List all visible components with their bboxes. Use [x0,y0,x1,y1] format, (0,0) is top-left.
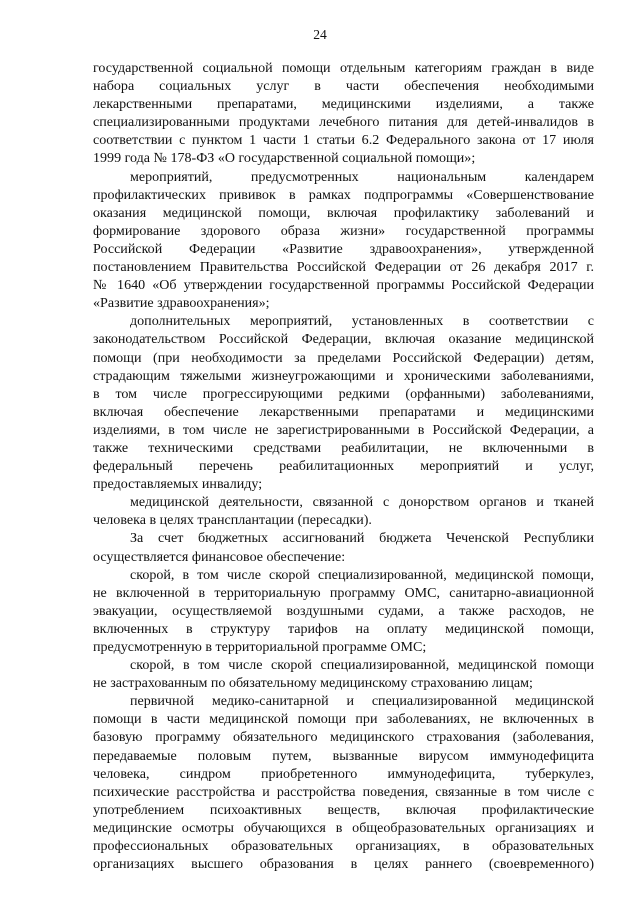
text-line: предусмотренную в территориальной программе ОМС; [93,639,427,655]
text-line: законодательством Российской Федерации, включая оказание медицинской [93,331,594,348]
text-line: постановлением Правительства Российской Федерации от 26 декабря 2017 г. [93,259,594,276]
text-line: употреблением психоактивных веществ, включая профилактические [93,801,594,818]
text-line: Российской Федерации «Развитие здравоохранения», утвержденной [93,240,594,257]
text-line: не включенной в территориальную программу ОМС, санитарно-авиационной [93,584,594,601]
text-line: 1999 года № 178-ФЗ «О государственной социальной помощи»; [93,150,476,167]
text-line: в том числе прогрессирующими редкими (орфанными) заболеваниями, [93,385,594,402]
text-line: государственной социальной помощи отдельным категориям граждан в виде [93,60,594,76]
text-line: профилактических прививок в рамках подпрограммы «Совершенствование [93,186,594,203]
text-line: не застрахованным по обязательному медицинскому страхованию лицам; [93,675,533,692]
text-line: эвакуации, осуществляемой воздушными судами, а также расходов, не [93,602,594,619]
text-line: соответствии с пунктом 1 части 1 статьи 6.2 Федерального закона от 17 июля [93,132,594,149]
text-line: помощи (при необходимости за пределами Российской Федерации) детям, [93,349,594,366]
text-line: дополнительных мероприятий, установленных в соответствии с [130,313,594,330]
text-line: базовую программу обязательного медицинского страхования (заболевания, [93,729,594,746]
text-line: набора социальных услуг в части обеспечения необходимыми [93,78,594,95]
text-line: скорой, в том числе скорой специализированной, медицинской помощи, [130,566,594,583]
text-line: помощи в части медицинской помощи при заболеваниях, не включенных в [93,711,594,728]
text-line: За счет бюджетных ассигнований бюджета Чеченской Республики [130,530,594,547]
text-line: медицинской деятельности, связанной с донорством органов и тканей [130,494,594,511]
text-line: человека в целях трансплантации (пересадки). [93,512,372,529]
text-line: психические расстройства и расстройства поведения, связанные в том числе с [93,783,594,800]
text-line: формирование здорового образа жизни» государственной программы [93,222,594,239]
text-line: специализированными продуктами лечебного питания для детей-инвалидов в [93,114,594,131]
text-line: включенных в структуру тарифов на оплату медицинской помощи, [93,620,594,637]
text-line: скорой, в том числе скорой специализированной, медицинской помощи [130,657,594,674]
text-line: мероприятий, предусмотренных национальным календарем [130,168,594,185]
text-line: первичной медико-санитарной и специализированной медицинской [130,693,594,710]
text-line: организациях высшего образования в целях раннего (своевременного) [93,856,594,873]
text-line: лекарственными препаратами, медицинскими изделиями, а также [93,96,594,113]
page-number: 24 [313,27,327,42]
text-line: человека, синдром приобретенного иммунодефицита, туберкулез, [93,765,594,782]
text-line: «Развитие здравоохранения»; [93,295,270,312]
text-line: передаваемые половым путем, вызванные вирусом иммунодефицита [93,747,594,764]
text-line: изделиями, в том числе не зарегистрированными в Российской Федерации, а [93,421,594,438]
document-body [93,59,594,873]
text-line: включая обеспечение лекарственными препаратами и медицинскими [93,403,594,420]
text-line: профессиональных образовательных организациях, в образовательных [93,838,594,855]
text-line: № 1640 «Об утверждении государственной программы Российской Федерации [93,277,594,294]
text-line: оказания медицинской помощи, включая профилактику заболеваний и [93,204,594,221]
text-line: страдающим тяжелыми жизнеугрожающими и хроническими заболеваниями, [93,367,594,384]
text-line: также техническими средствами реабилитации, не включенными в [93,439,594,456]
text-line: предоставляемых инвалиду; [93,476,263,493]
text-line: осуществляется финансовое обеспечение: [93,548,346,565]
text-line: медицинские осмотры обучающихся в общеобразовательных организациях и [93,819,594,836]
text-line: федеральный перечень реабилитационных мероприятий и услуг, [93,458,594,475]
